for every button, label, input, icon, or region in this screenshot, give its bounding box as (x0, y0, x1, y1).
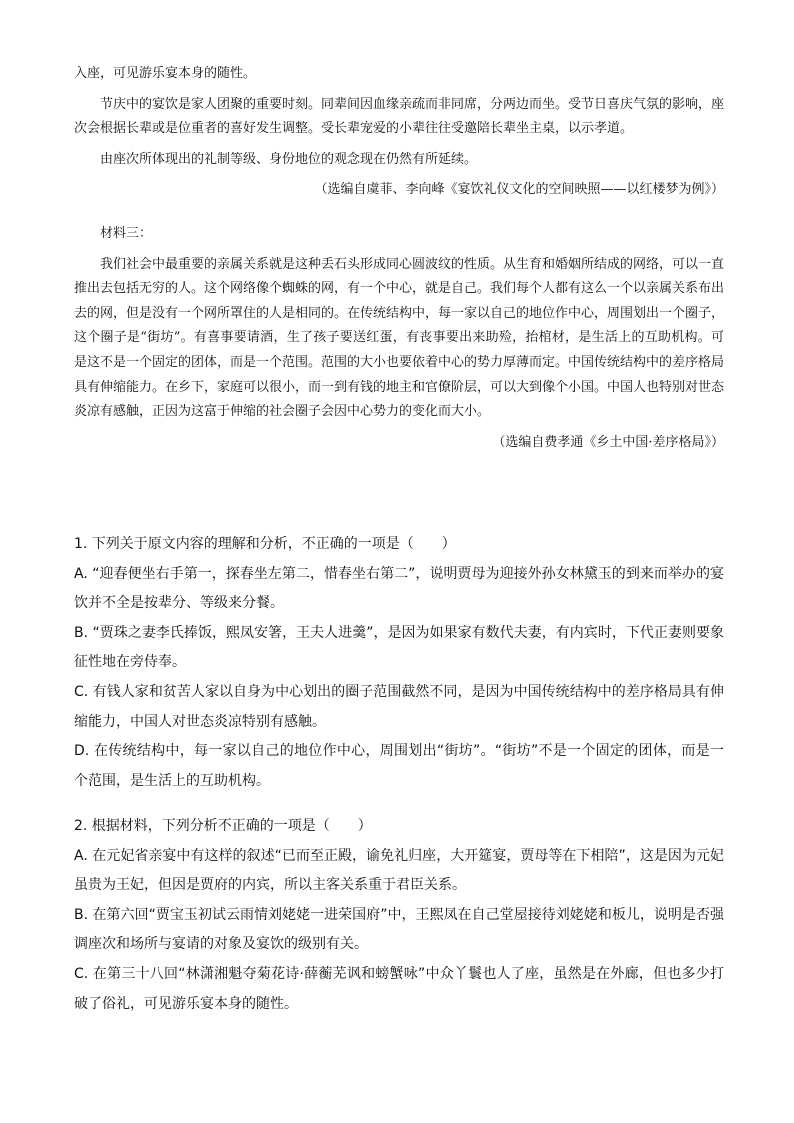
option-b: B. 在第六回“贾宝玉初试云雨情刘姥姥一进荣国府”中，王熙凤在自己堂屋接待刘姥姥和板儿，说明是否强调座次和场所与宴请的对象及宴饮的级别有关。 (74, 906, 724, 953)
question-two (74, 812, 724, 1019)
option-b: B. “贾珠之妻李氏捧饭，熙凤安箸，王夫人进羹”，是因为如果家有数代夫妻，有内宾时，下代正妻则要象征性地在旁侍奉。 (74, 624, 724, 671)
paragraph: 由座次所体现出的礼制等级、身份地位的观念现在仍然有所延续。 (100, 151, 478, 167)
material-three (74, 222, 724, 455)
option-c: C. 有钱人家和贫苦人家以自身为中心划出的圈子范围截然不同，是因为中国传统结构中的差序格局具有伸缩能力，中国人对世态炎凉特别有感触。 (74, 683, 724, 730)
citation: （选编自费孝通《乡土中国·差序格局》） (492, 434, 724, 450)
question-stem: 2. 根据材料，下列分析不正确的一项是（ ） (74, 818, 372, 834)
material-two-tail (74, 62, 724, 203)
citation: （选编自虞菲、李向峰《宴饮礼仪文化的空间映照——以红楼梦为例》） (314, 182, 724, 198)
paragraph: 我们社会中最重要的亲属关系就是这种丢石头形成同心圆波纹的性质。从生育和婚姻所结成的网络，可以一直推出去包括无穷的人。这个网络像个蜘蛛的网，有一个中心，就是自己。我们每个人都有这么一个以亲属关系布出去的网，但是没有一个网所罩住的人是相同的。在传统结构中，每一家以自己的地位作中心，周围划出一个圈子，这个圈子是“街坊”。有喜事要请酒，生了孩子要送红蛋，有丧事要出来助殓，抬棺材，是生活上的互助机构。可是这不是一个固定的团体，而是一个范围。范围的大小也要依着中心的势力厚薄而定。中国传统结构中的差序格局具有伸缩能力。在乡下，家庭可以很小，而一到有钱的地主和官僚阶层，可以大到像个小国。中国人也特别对世态炎凉有感触，正因为这富于伸缩的社会圈子会因中心势力的变化而大小。 (74, 256, 725, 420)
option-a: A. 在元妃省亲宴中有这样的叙述“已而至正殿，谕免礼归座，大开筵宴，贾母等在下相陪”，这是因为元妃虽贵为王妃，但因是贾府的内宾，所以主客关系重于君臣关系。 (74, 847, 724, 894)
option-d: D. 在传统结构中，每一家以自己的地位作中心，周围划出“街坊”。“街坊”不是一个固定的团体，而是一个范围，是生活上的互助机构。 (74, 743, 724, 789)
question-one (74, 530, 724, 796)
option-c: C. 在第三十八回“林潇湘魁夺菊花诗·薛蘅芜讽和螃蟹咏”中众丫鬟也人了座，虽然是在外廊，但也多少打破了俗礼，可见游乐宴本身的随性。 (74, 965, 724, 1012)
question-stem: 1. 下列关于原文内容的理解和分析，不正确的一项是（ ） (74, 536, 456, 552)
option-a: A. “迎春便坐右手第一，探春坐左第二，惜春坐右第二”，说明贾母为迎接外孙女林黛玉的到来而举办的宴饮并不全是按辈分、等级来分餐。 (74, 565, 724, 612)
material-heading: 材料三： (100, 226, 153, 241)
text-line: 入座，可见游乐宴本身的随性。 (74, 66, 257, 81)
paragraph: 节庆中的宴饮是家人团聚的重要时刻。同辈间因血缘亲疏而非同席，分两边而坐。受节日喜庆气氛的影响，座次会根据长辈或是位重者的喜好发生调整。受长辈宠爱的小辈往往受邀陪长辈坐主桌，以示孝道。 (74, 96, 725, 137)
